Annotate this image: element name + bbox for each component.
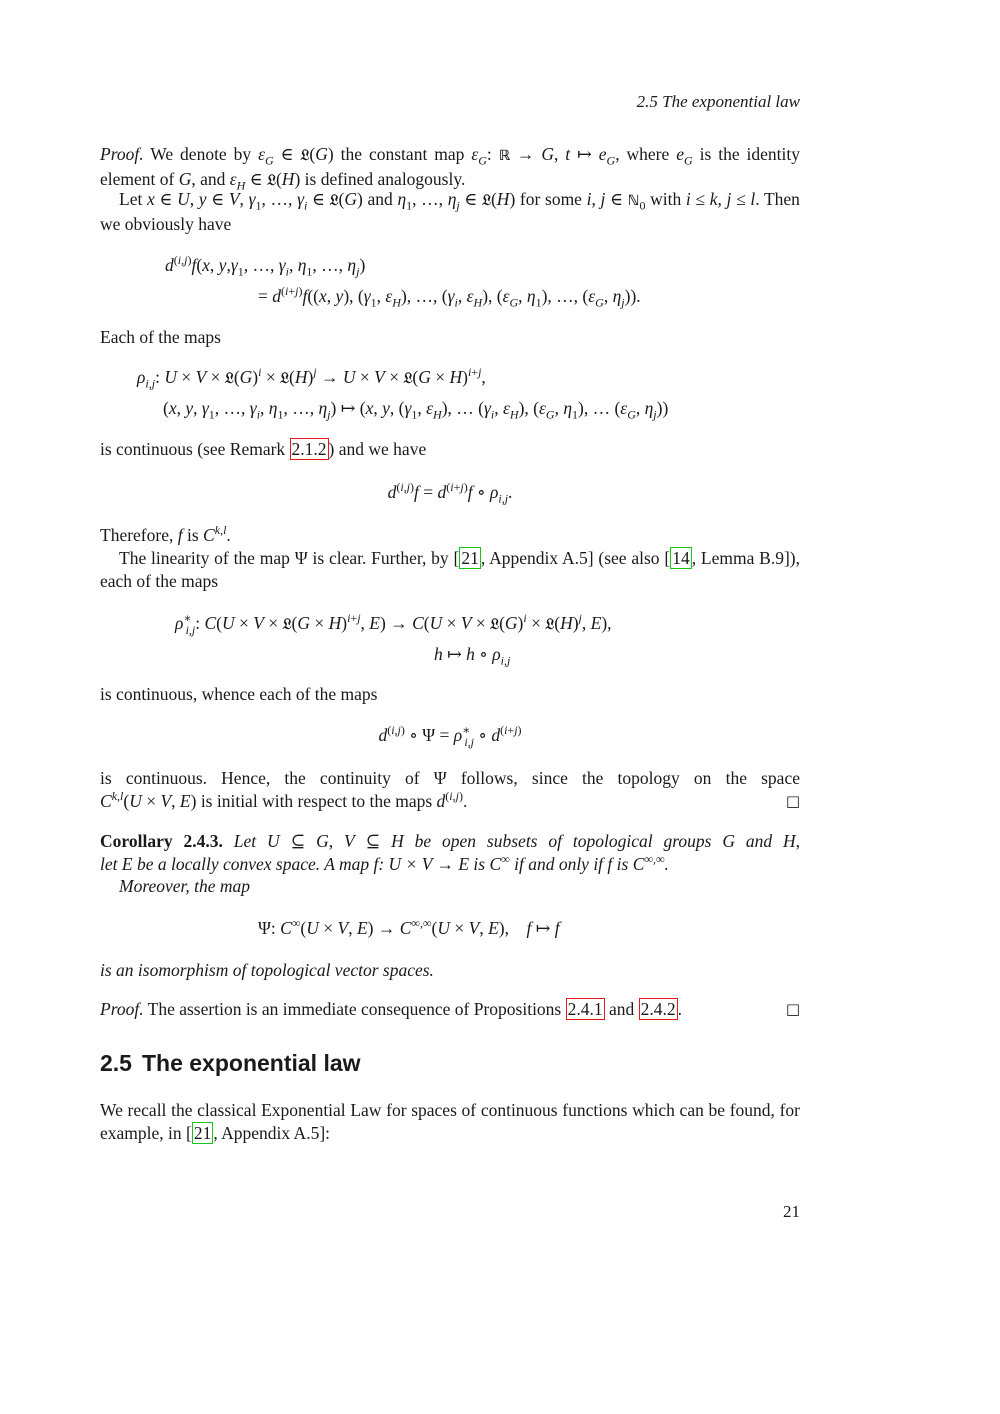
let-paragraph: Let x ∈ U, y ∈ V, $\gamma_1$, …, $\gamma_i$ ∈ 𝔏(G) and $\eta_1$, …, $\eta_j$ ∈ 𝔏(H) for some i, j ∈ ℕ$_0$ with i ≤ k, j ≤ l. Then we obviously have bbox=[100, 189, 800, 234]
continuous-remark-text: is continuous (see Remark 2.1.2 ) and we have bbox=[100, 439, 427, 459]
equation-rho-line2: (x, y, $\gamma_1$, …, $\gamma_i$, $\eta_1$, …, $\eta_j$) ↦ (x, y, ($\gamma_1$, $\varepsilon_H$), … ($\gamma_i$, $\varepsilon_H$), ($\varepsilon_G$, $\eta_1$), … ($\varepsilon_G$, $\eta_j$)) bbox=[163, 398, 669, 422]
equation-rho-line1: $\rho_{i,j}$: $U \times V \times 𝔏(G)^i$ × $𝔏(H)^j \to U \times V$ × 𝔏(G × H)$^{i+j}$, bbox=[137, 365, 486, 391]
citation-link-14[interactable]: 14 bbox=[672, 548, 690, 568]
proposition-link-2-4-1[interactable]: 2.4.1 bbox=[567, 999, 603, 1019]
therefore-text: Therefore, f is C$^{k,l}$. bbox=[100, 523, 231, 545]
equation-rho-star-line1: $\rho^∗_{i,j}$: C(U × V × 𝔏(G × H)$^{i+j}$, $E) \to C(U \times V \times 𝔏(G)^i$ × $𝔏(H)^j$, E), bbox=[175, 611, 612, 637]
equation-rho-star-line2: h ↦ h ∘ $\rho_{i,j}$ bbox=[434, 644, 511, 668]
recall-paragraph: We recall the classical Exponential Law for spaces of continuous functions which can be found, for example, in [ 21 , Appendix A.5]: bbox=[100, 1100, 800, 1143]
proof-paragraph: Proof. We denote by $\varepsilon_G$ ∈ 𝔏(G) the constant map $\varepsilon_G$: ℝ → G, t ↦ $e_G$, where $e_G$ is the identity element of G, and $\varepsilon_H$ ∈ 𝔏(H) is defined analogously. bbox=[100, 144, 801, 192]
section-heading: 2.5 The exponential law bbox=[100, 1050, 361, 1076]
equation-derivative-line2: = $d^{(i+j)}f((x$, y), ($\gamma_1$, $\varepsilon_H$), …, ($\gamma_i$, $\varepsilon_H$), ($\varepsilon_G$, $\eta_1$), …, ($\varepsilon_G$, $\eta_j$)). bbox=[258, 284, 641, 310]
continuous-whence-text: is continuous, whence each of the maps bbox=[100, 684, 378, 704]
page-number: 21 bbox=[783, 1202, 800, 1221]
equation-psi-isomorphism: Ψ: C∞(U × V, E) → C∞,∞(U × V, E), f ↦ f bbox=[258, 916, 560, 938]
remark-link[interactable]: 2.1.2 bbox=[291, 439, 327, 459]
isomorphism-text: is an isomorphism of topological vector spaces. bbox=[100, 960, 434, 980]
qed-symbol: □ bbox=[785, 1000, 800, 1018]
proposition-link-2-4-2[interactable]: 2.4.2 bbox=[640, 999, 676, 1019]
corollary-2-4-3: Corollary 2.4.3. Let U ⊆ G, V ⊆ H be open subsets of topological groups G and H, let E be a locally convex space. A map f: U × V → E is C∞ if and only if f is C∞,∞. Moreover, the map bbox=[100, 831, 800, 896]
citation-link-21[interactable]: 21 bbox=[193, 1122, 212, 1143]
equation-derivative-line1: $d^{(i,j)}f(x$, $y,\gamma_1$, …, $\gamma_i$, $\eta_1$, …, $\eta_j$) bbox=[165, 253, 366, 279]
qed-symbol: □ bbox=[785, 791, 800, 810]
running-head: 2.5 The exponential law bbox=[636, 92, 800, 111]
each-maps-text: Each of the maps bbox=[100, 327, 221, 347]
proof-label: Proof. bbox=[100, 144, 144, 164]
continuity-paragraph: is continuous. Hence, the continuity of Ψ follows, since the topology on the space C$^{k,l}$(U × V, E) is initial with respect to the maps $d^{(i,j)}$. □ bbox=[100, 768, 800, 811]
equation-psi-composition: $d^{(i,j)}$ ∘ $\Psi = \rho^∗_{i,j}$ ∘ $d^{(i+j)}$ bbox=[378, 723, 522, 749]
citation-link-21[interactable]: 21 bbox=[461, 548, 479, 568]
equation-derivative-composition: $d^{(i,j)}f = d^{(i+j)}f$ ∘ $\rho_{i,j}$. bbox=[387, 480, 513, 506]
proof-corollary: Proof. The assertion is an immediate consequence of Propositions 2.4.1 and 2.4.2 . □ bbox=[100, 999, 800, 1019]
corollary-label: Corollary 2.4.3. bbox=[100, 831, 223, 851]
linearity-paragraph: The linearity of the map Ψ is clear. Further, by [ 21 , Appendix A.5] (see also [ 14 , Lemma B.9]), each of the maps bbox=[100, 548, 800, 591]
